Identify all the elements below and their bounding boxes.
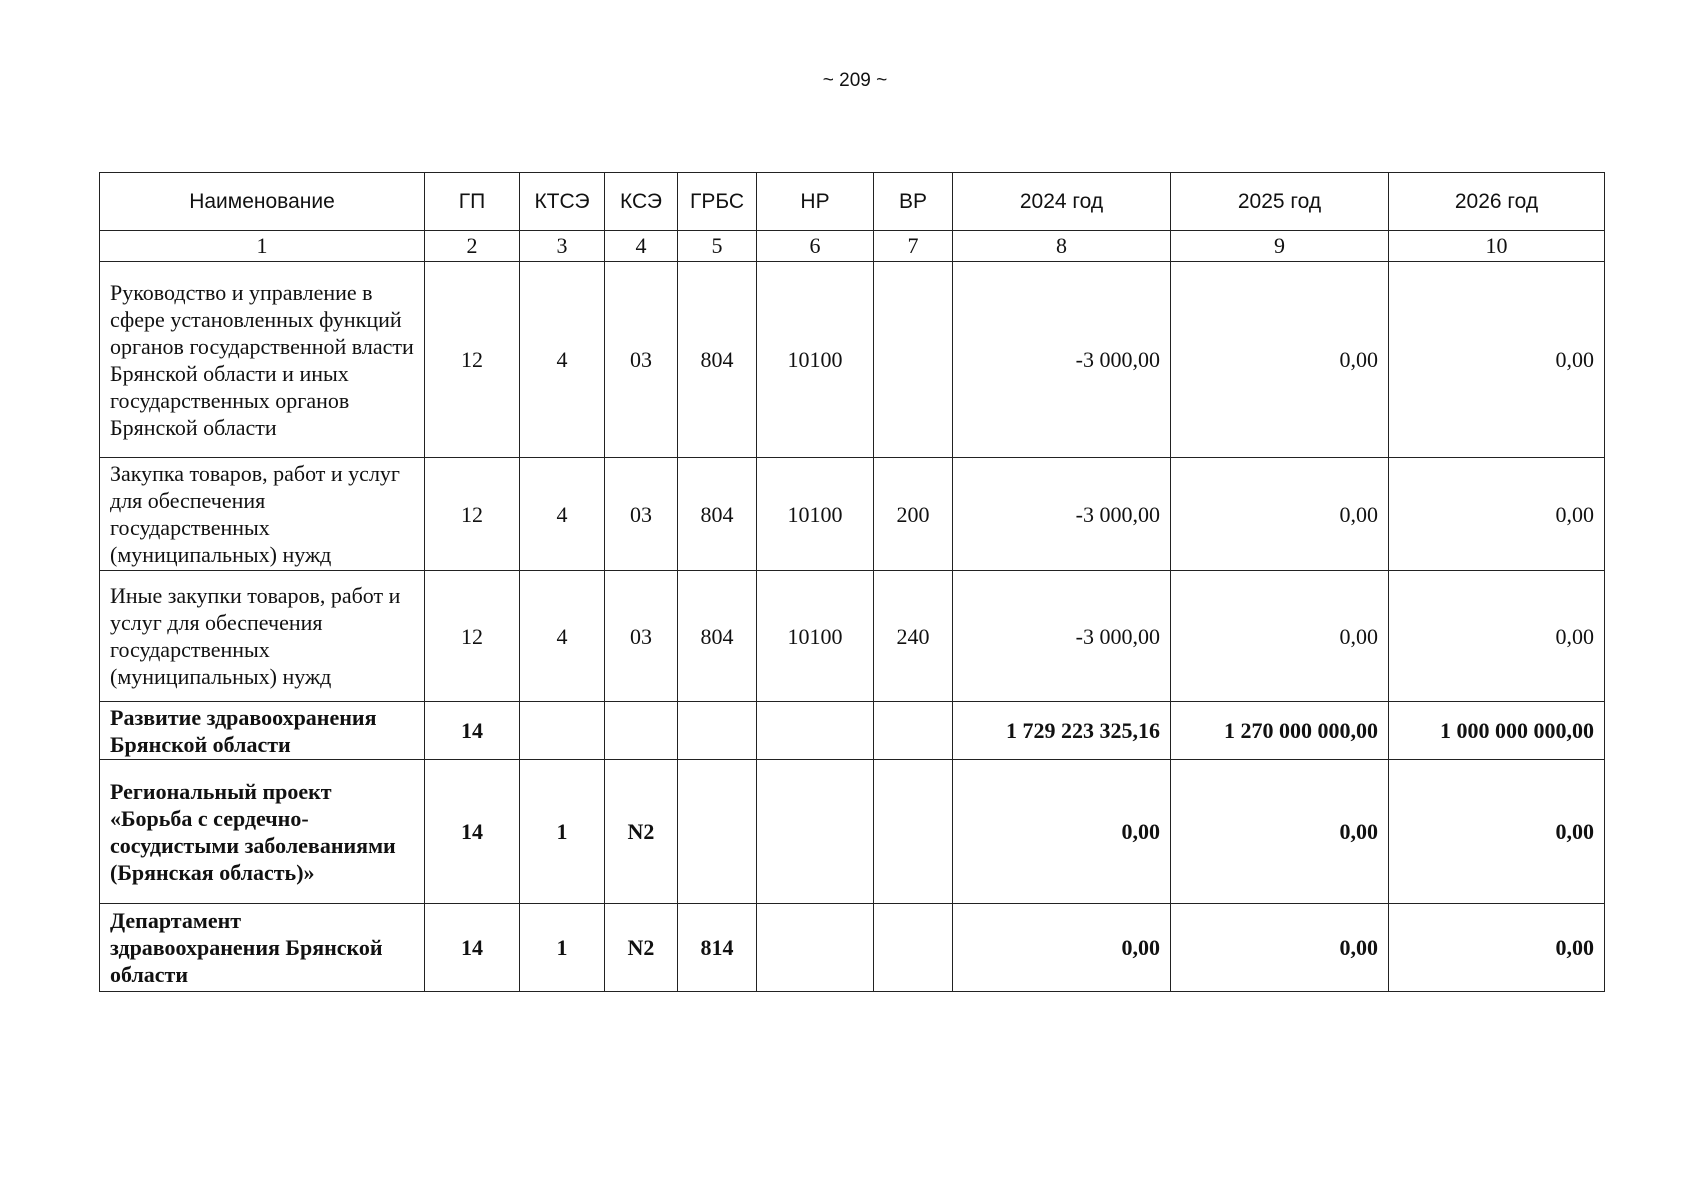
column-number: 4 xyxy=(605,231,678,262)
row-name: Департамент здравоохранения Брянской области xyxy=(100,904,425,992)
row-ktse xyxy=(520,702,605,760)
budget-table xyxy=(99,172,1605,992)
row-2024: -3 000,00 xyxy=(953,262,1171,458)
row-grbs: 804 xyxy=(678,571,757,702)
row-gp: 12 xyxy=(425,458,520,571)
table-row xyxy=(100,571,1605,702)
header-2024: 2024 год xyxy=(953,173,1171,231)
row-name: Региональный проект «Борьба с сердечно-сосудистыми заболеваниями (Брянская область)» xyxy=(100,760,425,904)
row-vr: 200 xyxy=(874,458,953,571)
row-ktse: 4 xyxy=(520,571,605,702)
row-nr xyxy=(757,760,874,904)
table-row xyxy=(100,262,1605,458)
column-number: 3 xyxy=(520,231,605,262)
row-2024: 1 729 223 325,16 xyxy=(953,702,1171,760)
row-ktse: 4 xyxy=(520,458,605,571)
row-grbs xyxy=(678,760,757,904)
page-number: ~ 209 ~ xyxy=(822,70,888,91)
row-ktse: 4 xyxy=(520,262,605,458)
row-name: Развитие здравоохранения Брянской области xyxy=(100,702,425,760)
row-vr: 240 xyxy=(874,571,953,702)
row-2025: 0,00 xyxy=(1171,571,1389,702)
row-name: Руководство и управление в сфере установленных функций органов государственной власти Брянской области и иных государственных органов Брянской области xyxy=(100,262,425,458)
row-kse: 03 xyxy=(605,458,678,571)
row-kse: 03 xyxy=(605,262,678,458)
row-kse: 03 xyxy=(605,571,678,702)
header-ktse: КТСЭ xyxy=(520,173,605,231)
column-number: 10 xyxy=(1389,231,1605,262)
row-2026: 1 000 000 000,00 xyxy=(1389,702,1605,760)
row-grbs: 804 xyxy=(678,458,757,571)
row-nr: 10100 xyxy=(757,458,874,571)
header-2026: 2026 год xyxy=(1389,173,1605,231)
row-vr xyxy=(874,262,953,458)
header-vr: ВР xyxy=(874,173,953,231)
row-2025: 0,00 xyxy=(1171,760,1389,904)
table-row xyxy=(100,904,1605,992)
row-grbs xyxy=(678,702,757,760)
table-row xyxy=(100,458,1605,571)
header-grbs: ГРБС xyxy=(678,173,757,231)
column-number: 6 xyxy=(757,231,874,262)
column-number: 2 xyxy=(425,231,520,262)
row-gp: 12 xyxy=(425,571,520,702)
row-vr xyxy=(874,904,953,992)
table-row xyxy=(100,760,1605,904)
row-vr xyxy=(874,702,953,760)
row-grbs: 814 xyxy=(678,904,757,992)
row-name: Закупка товаров, работ и услуг для обеспечения государственных (муниципальных) нужд xyxy=(100,458,425,571)
column-number: 8 xyxy=(953,231,1171,262)
row-kse: N2 xyxy=(605,904,678,992)
row-2025: 1 270 000 000,00 xyxy=(1171,702,1389,760)
row-nr: 10100 xyxy=(757,262,874,458)
row-gp: 14 xyxy=(425,760,520,904)
row-nr: 10100 xyxy=(757,571,874,702)
row-name: Иные закупки товаров, работ и услуг для обеспечения государственных (муниципальных) нужд xyxy=(100,571,425,702)
row-2026: 0,00 xyxy=(1389,571,1605,702)
column-number: 1 xyxy=(100,231,425,262)
row-2026: 0,00 xyxy=(1389,458,1605,571)
row-2026: 0,00 xyxy=(1389,904,1605,992)
header-kse: КСЭ xyxy=(605,173,678,231)
row-2024: 0,00 xyxy=(953,904,1171,992)
table-row xyxy=(100,702,1605,760)
row-2026: 0,00 xyxy=(1389,760,1605,904)
row-2026: 0,00 xyxy=(1389,262,1605,458)
row-gp: 14 xyxy=(425,702,520,760)
column-number-row xyxy=(100,231,1605,262)
row-vr xyxy=(874,760,953,904)
row-gp: 14 xyxy=(425,904,520,992)
header-name: Наименование xyxy=(100,173,425,231)
row-kse xyxy=(605,702,678,760)
row-2024: -3 000,00 xyxy=(953,458,1171,571)
row-2024: -3 000,00 xyxy=(953,571,1171,702)
header-nr: НР xyxy=(757,173,874,231)
row-2025: 0,00 xyxy=(1171,904,1389,992)
row-nr xyxy=(757,904,874,992)
row-2025: 0,00 xyxy=(1171,458,1389,571)
column-number: 7 xyxy=(874,231,953,262)
row-ktse: 1 xyxy=(520,904,605,992)
row-ktse: 1 xyxy=(520,760,605,904)
column-number: 5 xyxy=(678,231,757,262)
column-number: 9 xyxy=(1171,231,1389,262)
header-gp: ГП xyxy=(425,173,520,231)
header-2025: 2025 год xyxy=(1171,173,1389,231)
row-2025: 0,00 xyxy=(1171,262,1389,458)
row-gp: 12 xyxy=(425,262,520,458)
row-kse: N2 xyxy=(605,760,678,904)
row-nr xyxy=(757,702,874,760)
header-row xyxy=(100,173,1605,231)
row-grbs: 804 xyxy=(678,262,757,458)
row-2024: 0,00 xyxy=(953,760,1171,904)
